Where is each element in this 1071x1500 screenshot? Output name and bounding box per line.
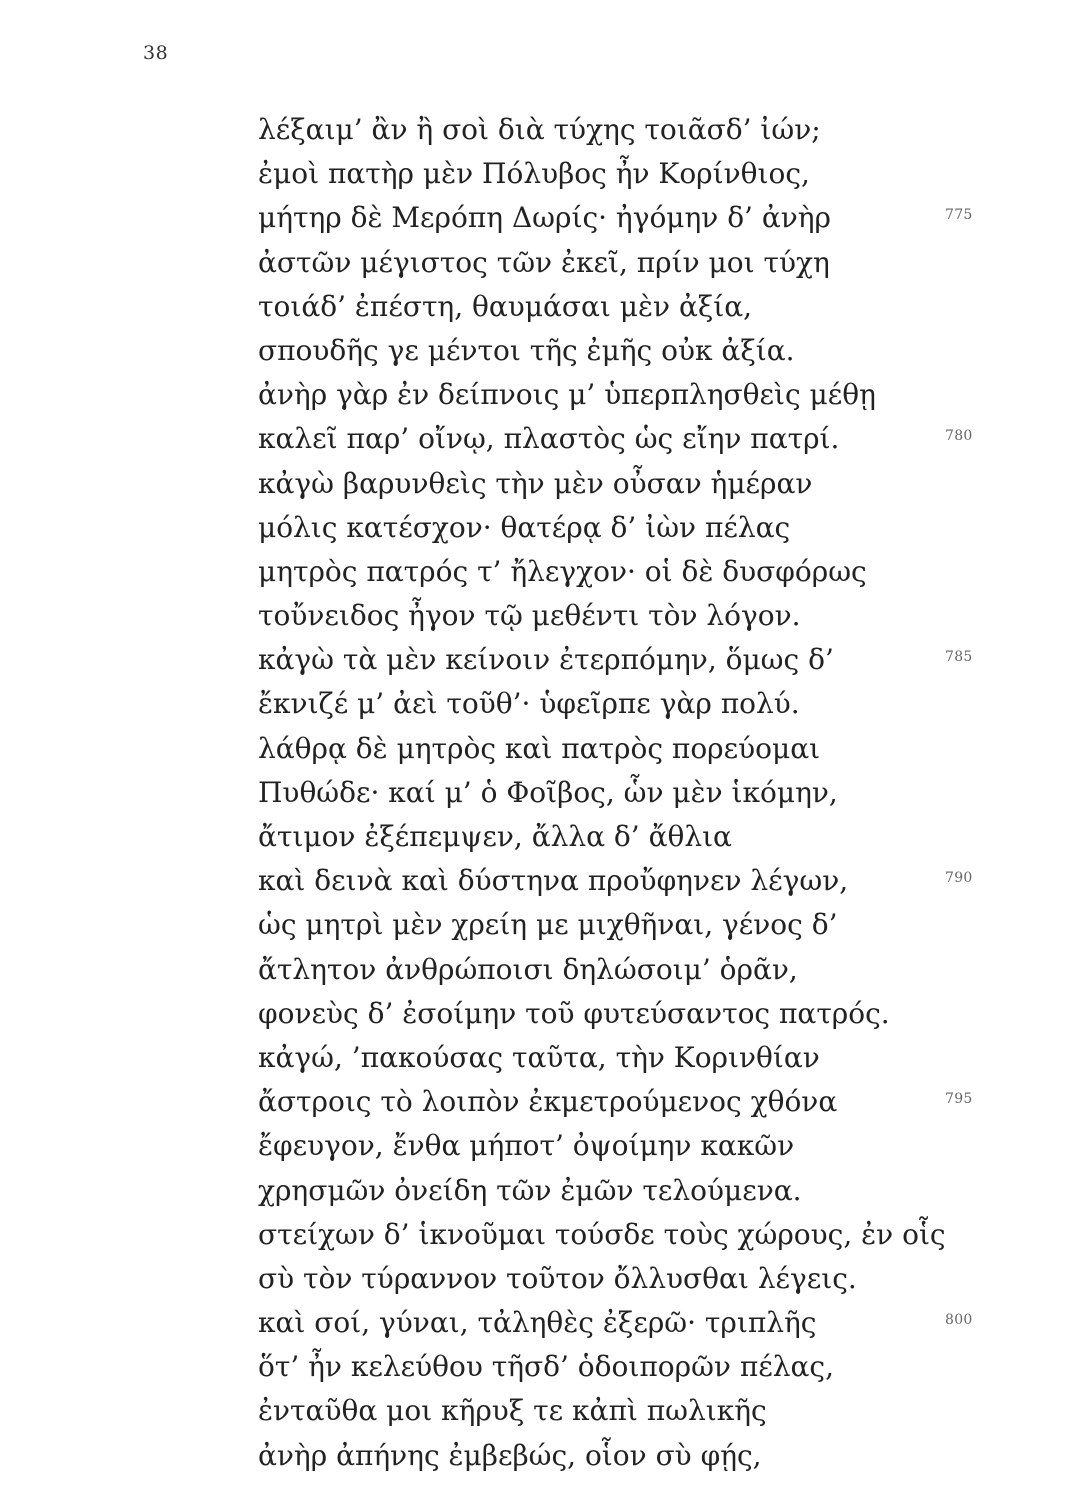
verse-line bbox=[258, 1434, 948, 1478]
verse-text: στείχων δ’ ἱκνοῦμαι τούσδε τοὺς χώρους, ἐν οἷς bbox=[258, 1217, 946, 1251]
verse-line bbox=[258, 594, 948, 638]
verse-text: ἔκνιζέ μ’ ἀεὶ τοῦθ’· ὑφεῖρπε γὰρ πολύ. bbox=[258, 687, 800, 721]
page-number: 38 bbox=[143, 42, 169, 64]
verse-text: καὶ σοί, γύναι, τἀληθὲς ἐξερῶ· τριπλῆς bbox=[258, 1306, 817, 1340]
verse-line bbox=[258, 285, 948, 329]
line-number: 790 bbox=[945, 870, 973, 887]
verse-line bbox=[258, 241, 948, 285]
verse-line bbox=[258, 859, 973, 903]
verse-text: φονεὺς δ’ ἐσοίμην τοῦ φυτεύσαντος πατρός. bbox=[258, 996, 890, 1030]
verse-text: ἄτιμον ἐξέπεμψεν, ἄλλα δ’ ἄθλια bbox=[258, 820, 732, 853]
verse-text: Πυθώδε· καί μ’ ὁ Φοῖβος, ὧν μὲν ἱκόμην, bbox=[258, 775, 838, 809]
verse-text: μητρὸς πατρός τ’ ἤλεγχον· οἱ δὲ δυσφόρως bbox=[258, 554, 867, 588]
verse-line bbox=[258, 1345, 948, 1389]
verse-text: ἔφευγον, ἔνθα μήποτ’ ὀψοίμην κακῶν bbox=[258, 1129, 795, 1163]
verse-line bbox=[258, 815, 948, 859]
verse-line bbox=[258, 771, 948, 815]
verse-text: σπουδῆς γε μέντοι τῆς ἐμῆς οὐκ ἀξία. bbox=[258, 333, 795, 367]
verse-line bbox=[258, 506, 948, 550]
verse-text: ἀνὴρ ἀπήνης ἐμβεβώς, οἷον σὺ φῄς, bbox=[258, 1438, 762, 1472]
verse-line bbox=[258, 108, 948, 152]
line-number: 800 bbox=[945, 1312, 973, 1329]
verse-text: ὡς μητρὶ μὲν χρείη με μιχθῆναι, γένος δ’ bbox=[258, 908, 838, 942]
verse-line bbox=[258, 903, 948, 947]
verse-text: καὶ δεινὰ καὶ δύστηνα προὔφηνεν λέγων, bbox=[258, 864, 849, 898]
verse-text: ἐνταῦθα μοι κῆρυξ τε κἀπὶ πωλικῆς bbox=[258, 1394, 767, 1428]
verse-text: ἄτλητον ἀνθρώποισι δηλώσοιμ’ ὁρᾶν, bbox=[258, 952, 798, 986]
verse-line bbox=[258, 948, 948, 992]
verse-text: ἄστροις τὸ λοιπὸν ἐκμετρούμενος χθόνα bbox=[258, 1085, 838, 1119]
verse-text: λέξαιμ’ ἂν ἢ σοὶ διὰ τύχης τοιᾶσδ’ ἰών; bbox=[258, 113, 821, 146]
verse-line bbox=[258, 329, 948, 373]
verse-line bbox=[258, 1036, 948, 1080]
verse-line bbox=[258, 1213, 948, 1257]
verse-line bbox=[258, 682, 948, 726]
verse-line bbox=[258, 1124, 948, 1168]
verse-line bbox=[258, 992, 948, 1036]
verse-text: λάθρᾳ δὲ μητρὸς καὶ πατρὸς πορεύομαι bbox=[258, 731, 821, 765]
verse-line bbox=[258, 1301, 973, 1345]
verse-text: χρησμῶν ὀνείδη τῶν ἐμῶν τελούμενα. bbox=[258, 1173, 802, 1207]
line-number: 775 bbox=[945, 207, 973, 224]
verse-text: ἐμοὶ πατὴρ μὲν Πόλυβος ἦν Κορίνθιος, bbox=[258, 157, 810, 191]
verse-line bbox=[258, 373, 948, 417]
verse-text: κἀγὼ τὰ μὲν κείνοιν ἐτερπόμην, ὅμως δ’ bbox=[258, 643, 834, 677]
verse-line bbox=[258, 417, 973, 461]
verse-line bbox=[258, 638, 973, 682]
verse-text: τοιάδ’ ἐπέστη, θαυμάσαι μὲν ἀξία, bbox=[258, 289, 753, 323]
verse-text: τοὔνειδος ἦγον τῷ μεθέντι τὸν λόγον. bbox=[258, 599, 801, 633]
verse-line bbox=[258, 1169, 948, 1213]
line-number: 795 bbox=[945, 1091, 973, 1108]
verse-text: μήτηρ δὲ Μερόπη Δωρίς· ἠγόμην δ’ ἀνὴρ bbox=[258, 201, 832, 235]
verse-text: ἀνὴρ γὰρ ἐν δείπνοις μ’ ὑπερπλησθεὶς μέθῃ bbox=[258, 378, 876, 412]
line-number: 785 bbox=[945, 649, 973, 666]
verse-line bbox=[258, 727, 948, 771]
verse-text: σὺ τὸν τύραννον τοῦτον ὄλλυσθαι λέγεις. bbox=[258, 1261, 857, 1295]
verse-text: ὅτ’ ἦν κελεύθου τῆσδ’ ὁδοιπορῶν πέλας, bbox=[258, 1350, 834, 1384]
verse-text: καλεῖ παρ’ οἴνῳ, πλαστὸς ὡς εἴην πατρί. bbox=[258, 422, 840, 456]
verse-line bbox=[258, 196, 973, 240]
verse-line bbox=[258, 550, 948, 594]
verse-line bbox=[258, 1080, 973, 1124]
verse-line bbox=[258, 462, 948, 506]
verse-line bbox=[258, 152, 948, 196]
verse-line bbox=[258, 1389, 948, 1433]
verse-text: κἀγὼ βαρυνθεὶς τὴν μὲν οὖσαν ἡμέραν bbox=[258, 466, 813, 500]
line-number: 780 bbox=[945, 428, 973, 445]
verse-text: μόλις κατέσχον· θατέρᾳ δ’ ἰὼν πέλας bbox=[258, 510, 791, 544]
verse-block bbox=[258, 108, 973, 1478]
verse-line bbox=[258, 1257, 948, 1301]
verse-text: κἀγώ, ’πακούσας ταῦτα, τὴν Κορινθίαν bbox=[258, 1040, 820, 1074]
verse-text: ἀστῶν μέγιστος τῶν ἐκεῖ, πρίν μοι τύχη bbox=[258, 245, 830, 279]
